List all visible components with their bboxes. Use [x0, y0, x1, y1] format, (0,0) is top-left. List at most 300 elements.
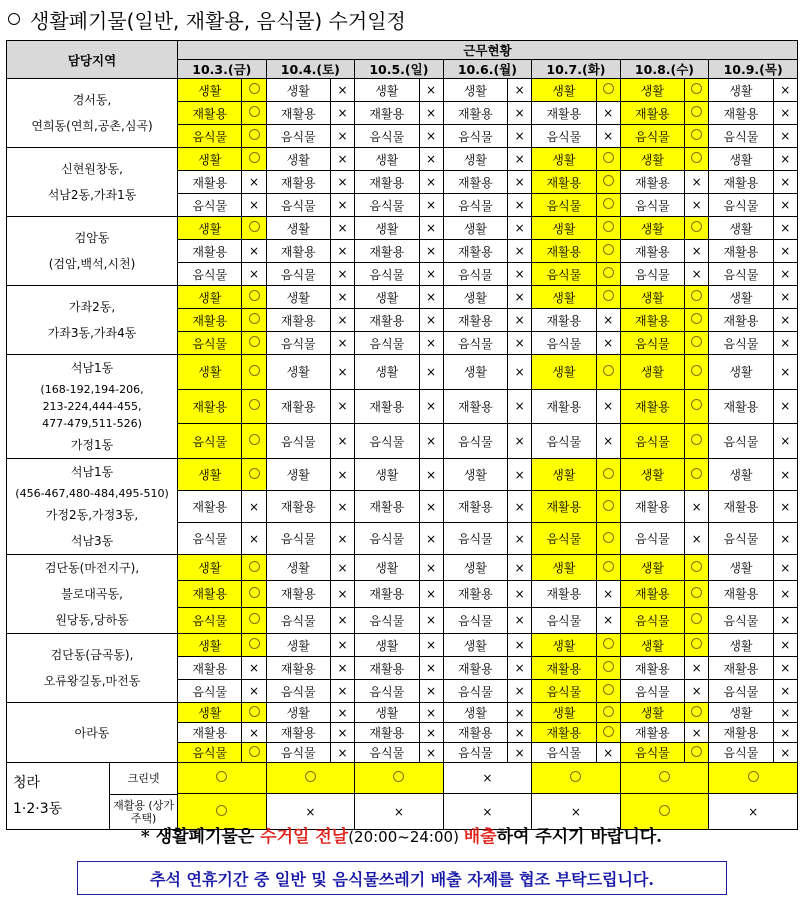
- collect-no-mark: ×: [242, 657, 266, 680]
- collect-yes-mark: [596, 286, 620, 309]
- waste-type-cell: 생활: [532, 555, 596, 581]
- collect-yes-mark: [685, 148, 709, 171]
- date-header: 10.9.(목): [709, 60, 798, 79]
- collect-no-mark: ×: [419, 634, 443, 657]
- collect-yes-mark: [685, 389, 709, 424]
- circle-mark-icon: [249, 290, 260, 301]
- collect-no-mark: ×: [330, 171, 354, 194]
- waste-type-cell: 음식물: [443, 680, 507, 703]
- collect-yes-mark: [242, 217, 266, 240]
- circle-mark-icon: [748, 771, 759, 782]
- waste-type-cell: 생활: [178, 634, 242, 657]
- waste-type-cell: 생활: [443, 555, 507, 581]
- circle-mark-icon: [603, 638, 614, 649]
- collect-no-mark: ×: [419, 102, 443, 125]
- waste-type-cell: 재활용: [355, 171, 419, 194]
- circle-mark-icon: [305, 771, 316, 782]
- collect-yes-mark: [685, 79, 709, 102]
- waste-type-cell: 음식물: [178, 125, 242, 148]
- circle-mark-icon: [603, 152, 614, 163]
- collect-no-mark: ×: [508, 424, 532, 459]
- waste-type-cell: 생활: [266, 148, 330, 171]
- circle-mark-icon: [659, 771, 670, 782]
- waste-type-cell: 생활: [709, 79, 773, 102]
- region-line: 청라: [13, 775, 41, 791]
- collect-no-mark: ×: [508, 217, 532, 240]
- collect-no-mark: ×: [685, 491, 709, 523]
- circle-mark-icon: [691, 152, 702, 163]
- waste-type-cell: 생활: [355, 355, 419, 390]
- waste-type-cell: 생활: [709, 355, 773, 390]
- collect-no-mark: ×: [596, 102, 620, 125]
- circle-mark-icon: [249, 313, 260, 324]
- region-line: 연희동(연희,공촌,심곡): [31, 119, 153, 133]
- collect-yes-mark: [242, 555, 266, 581]
- circle-mark-icon: [216, 805, 227, 816]
- collect-yes-mark: [685, 286, 709, 309]
- collect-yes-mark: [242, 102, 266, 125]
- circle-mark-icon: [603, 500, 614, 511]
- circle-mark-icon: [249, 152, 260, 163]
- circle-mark-icon: [249, 365, 260, 376]
- table-row: [7, 217, 798, 240]
- collect-yes-mark: [685, 581, 709, 607]
- collect-no-mark: ×: [508, 171, 532, 194]
- waste-type-cell: 생활: [178, 355, 242, 390]
- collect-no-mark: ×: [773, 79, 797, 102]
- region-header: 담당지역: [7, 41, 178, 79]
- waste-type-cell: 생활: [266, 286, 330, 309]
- collect-no-mark: ×: [419, 491, 443, 523]
- collect-yes-mark: [685, 555, 709, 581]
- collect-no-mark: ×: [508, 389, 532, 424]
- waste-type-cell: 생활: [355, 286, 419, 309]
- waste-type-cell: 음식물: [620, 332, 684, 355]
- waste-type-cell: 재활용: [178, 240, 242, 263]
- collect-yes-mark: [532, 763, 621, 794]
- collect-no-mark: ×: [773, 102, 797, 125]
- collect-no-mark: ×: [330, 217, 354, 240]
- waste-type-cell: 생활: [709, 217, 773, 240]
- waste-type-cell: 재활용: [178, 309, 242, 332]
- holiday-notice-box: [77, 861, 727, 895]
- waste-type-cell: 음식물: [709, 125, 773, 148]
- circle-mark-icon: [603, 365, 614, 376]
- region-line: (456-467,480-484,495-510): [15, 487, 169, 500]
- waste-type-cell: 음식물: [709, 743, 773, 763]
- waste-type-cell: 음식물: [355, 332, 419, 355]
- collect-no-mark: ×: [773, 171, 797, 194]
- waste-type-cell: 생활: [620, 79, 684, 102]
- waste-type-cell: 재활용: [266, 491, 330, 523]
- collect-yes-mark: [596, 263, 620, 286]
- waste-type-cell: 재활용: [266, 309, 330, 332]
- collect-yes-mark: [242, 79, 266, 102]
- collect-no-mark: ×: [508, 634, 532, 657]
- waste-type-cell: 재활용: [443, 581, 507, 607]
- page-title-text: 생활폐기물(일반, 재활용, 음식물) 수거일정: [30, 8, 406, 33]
- circle-mark-icon: [603, 468, 614, 479]
- collect-no-mark: ×: [330, 523, 354, 555]
- collect-no-mark: ×: [773, 634, 797, 657]
- waste-type-cell: 재활용: [709, 240, 773, 263]
- collect-yes-mark: [596, 491, 620, 523]
- waste-type-cell: 생활: [178, 217, 242, 240]
- waste-type-cell: 생활: [355, 79, 419, 102]
- collect-no-mark: ×: [419, 607, 443, 633]
- waste-type-cell: 생활: [532, 355, 596, 390]
- waste-type-cell: 음식물: [355, 680, 419, 703]
- collect-no-mark: ×: [773, 194, 797, 217]
- collect-no-mark: ×: [508, 680, 532, 703]
- waste-type-cell: 생활: [532, 703, 596, 723]
- collect-yes-mark: [685, 102, 709, 125]
- waste-type-cell: 생활: [443, 217, 507, 240]
- circle-mark-icon: [570, 771, 581, 782]
- waste-type-cell: 재활용: [709, 102, 773, 125]
- waste-type-cell: 음식물: [532, 424, 596, 459]
- collect-yes-mark: [596, 680, 620, 703]
- collect-no-mark: ×: [419, 309, 443, 332]
- collect-no-mark: ×: [419, 581, 443, 607]
- collect-yes-mark: [242, 743, 266, 763]
- collect-no-mark: ×: [242, 171, 266, 194]
- collect-yes-mark: [596, 523, 620, 555]
- waste-type-cell: 재활용: [443, 389, 507, 424]
- waste-type-cell: 생활: [266, 459, 330, 491]
- collect-no-mark: ×: [773, 355, 797, 390]
- region-line: 검암동: [74, 231, 110, 245]
- waste-type-cell: 재활용: [709, 171, 773, 194]
- waste-type-cell: 생활: [355, 555, 419, 581]
- collect-no-mark: ×: [508, 555, 532, 581]
- collect-yes-mark: [685, 217, 709, 240]
- collect-yes-mark: [685, 309, 709, 332]
- waste-type-cell: 재활용: [443, 171, 507, 194]
- waste-type-cell: 생활: [620, 703, 684, 723]
- cheongna-sub-label: 재활용 (상가주택): [113, 798, 174, 825]
- waste-type-cell: 음식물: [532, 332, 596, 355]
- collect-no-mark: ×: [685, 680, 709, 703]
- collect-yes-mark: [266, 763, 355, 794]
- region-line: 213-224,444-455,: [42, 400, 142, 413]
- collect-no-mark: ×: [773, 389, 797, 424]
- collect-no-mark: ×: [330, 723, 354, 743]
- collect-yes-mark: [596, 171, 620, 194]
- waste-type-cell: 재활용: [620, 309, 684, 332]
- waste-type-cell: 음식물: [178, 194, 242, 217]
- waste-type-cell: 음식물: [178, 743, 242, 763]
- notice-red-1: 수거일 전날: [260, 827, 349, 847]
- collect-no-mark: ×: [242, 523, 266, 555]
- collect-yes-mark: [685, 703, 709, 723]
- date-header: 10.6.(월): [443, 60, 532, 79]
- collect-no-mark: ×: [508, 607, 532, 633]
- collect-no-mark: ×: [596, 743, 620, 763]
- collect-no-mark: ×: [330, 148, 354, 171]
- waste-type-cell: 재활용: [266, 723, 330, 743]
- collect-yes-mark: [242, 634, 266, 657]
- collect-no-mark: ×: [419, 217, 443, 240]
- waste-type-cell: 음식물: [355, 424, 419, 459]
- circle-mark-icon: [691, 638, 702, 649]
- waste-type-cell: 재활용: [620, 491, 684, 523]
- collect-no-mark: ×: [330, 102, 354, 125]
- region-line: 불로대곡동,: [61, 587, 123, 601]
- waste-type-cell: 재활용: [355, 491, 419, 523]
- waste-type-cell: 재활용: [178, 581, 242, 607]
- collect-yes-mark: [242, 703, 266, 723]
- waste-type-cell: 생활: [266, 79, 330, 102]
- notice-text: [0, 822, 803, 847]
- collect-no-mark: ×: [330, 607, 354, 633]
- waste-type-cell: 재활용: [532, 723, 596, 743]
- circle-mark-icon: [603, 221, 614, 232]
- collect-yes-mark: [620, 763, 709, 794]
- waste-type-cell: 생활: [266, 703, 330, 723]
- waste-type-cell: 재활용: [266, 171, 330, 194]
- notice-prefix: * 생활폐기물은: [140, 827, 261, 847]
- collect-no-mark: ×: [508, 743, 532, 763]
- waste-type-cell: 재활용: [355, 389, 419, 424]
- collect-yes-mark: [242, 581, 266, 607]
- waste-type-cell: 재활용: [443, 309, 507, 332]
- collect-no-mark: ×: [508, 240, 532, 263]
- collect-no-mark: ×: [508, 309, 532, 332]
- waste-type-cell: 재활용: [532, 657, 596, 680]
- waste-type-cell: 음식물: [443, 607, 507, 633]
- waste-type-cell: 생활: [620, 217, 684, 240]
- circle-mark-icon: [691, 365, 702, 376]
- waste-type-cell: 음식물: [709, 680, 773, 703]
- waste-type-cell: 음식물: [266, 332, 330, 355]
- collect-no-mark: ×: [508, 79, 532, 102]
- circle-mark-icon: [249, 746, 260, 757]
- circle-mark-icon: [691, 399, 702, 410]
- collect-no-mark: ×: [773, 703, 797, 723]
- collect-yes-mark: [596, 355, 620, 390]
- collect-yes-mark: [685, 125, 709, 148]
- collect-yes-mark: [355, 763, 444, 794]
- collect-yes-mark: [685, 459, 709, 491]
- collect-no-mark: ×: [419, 555, 443, 581]
- waste-type-cell: 재활용: [266, 102, 330, 125]
- table-row: [7, 286, 798, 309]
- circle-mark-icon: [249, 129, 260, 140]
- waste-type-cell: 생활: [355, 703, 419, 723]
- circle-mark-icon: [249, 83, 260, 94]
- waste-type-cell: 음식물: [266, 607, 330, 633]
- table-row: [7, 703, 798, 723]
- waste-type-cell: 재활용: [532, 581, 596, 607]
- collect-yes-mark: [596, 79, 620, 102]
- region-line: 경서동,: [72, 93, 112, 107]
- waste-type-cell: 음식물: [532, 743, 596, 763]
- region-name: [7, 459, 178, 555]
- collect-no-mark: ×: [242, 723, 266, 743]
- circle-mark-icon: [603, 561, 614, 572]
- region-name: [7, 217, 178, 286]
- waste-type-cell: 음식물: [266, 125, 330, 148]
- waste-type-cell: 생활: [266, 217, 330, 240]
- waste-type-cell: 생활: [443, 286, 507, 309]
- waste-type-cell: 음식물: [178, 607, 242, 633]
- waste-type-cell: 재활용: [709, 389, 773, 424]
- waste-type-cell: 재활용: [178, 171, 242, 194]
- waste-type-cell: 재활용: [443, 102, 507, 125]
- waste-type-cell: 재활용: [443, 657, 507, 680]
- collect-no-mark: ×: [419, 657, 443, 680]
- circle-mark-icon: [603, 532, 614, 543]
- waste-type-cell: 음식물: [532, 607, 596, 633]
- region-line: 오류왕길동,마전동: [43, 674, 141, 688]
- region-name: [7, 355, 178, 459]
- table-row: [7, 634, 798, 657]
- waste-type-cell: 재활용: [532, 389, 596, 424]
- region-line: (검암,백석,시천): [48, 257, 136, 271]
- collect-no-mark: ×: [330, 634, 354, 657]
- circle-mark-icon: [603, 244, 614, 255]
- collect-yes-mark: [242, 125, 266, 148]
- collect-no-mark: ×: [596, 309, 620, 332]
- collect-no-mark: ×: [508, 194, 532, 217]
- waste-type-cell: 음식물: [266, 263, 330, 286]
- collect-yes-mark: [685, 355, 709, 390]
- waste-type-cell: 음식물: [443, 743, 507, 763]
- circle-mark-icon: [249, 399, 260, 410]
- waste-type-cell: 음식물: [443, 263, 507, 286]
- collect-no-mark: ×: [508, 148, 532, 171]
- collect-no-mark: ×: [443, 763, 532, 794]
- circle-mark-icon: [691, 613, 702, 624]
- region-name: [7, 555, 178, 634]
- table-row: [7, 79, 798, 102]
- collect-no-mark: ×: [242, 263, 266, 286]
- collect-no-mark: ×: [419, 194, 443, 217]
- circle-mark-icon: [603, 267, 614, 278]
- notice-time: (20:00~24:00): [348, 828, 464, 846]
- waste-type-cell: 음식물: [178, 424, 242, 459]
- notice-red-2: 배출: [463, 827, 497, 847]
- collect-no-mark: ×: [330, 194, 354, 217]
- waste-type-cell: 음식물: [355, 194, 419, 217]
- collect-yes-mark: [596, 723, 620, 743]
- collect-no-mark: ×: [443, 794, 532, 830]
- collect-no-mark: ×: [596, 332, 620, 355]
- collect-yes-mark: [242, 355, 266, 390]
- collect-no-mark: ×: [330, 581, 354, 607]
- waste-type-cell: 음식물: [620, 680, 684, 703]
- waste-type-cell: 생활: [620, 555, 684, 581]
- region-line: 1·2·3동: [13, 801, 63, 817]
- collect-no-mark: ×: [508, 657, 532, 680]
- collect-no-mark: ×: [419, 240, 443, 263]
- waste-type-cell: 음식물: [355, 743, 419, 763]
- waste-type-cell: 재활용: [709, 309, 773, 332]
- collect-no-mark: ×: [419, 79, 443, 102]
- waste-type-cell: 재활용: [178, 102, 242, 125]
- date-header: 10.8.(수): [620, 60, 709, 79]
- region-line: 가정2동,가정3동,: [45, 508, 139, 522]
- collect-no-mark: ×: [419, 332, 443, 355]
- circle-mark-icon: [691, 83, 702, 94]
- waste-type-cell: 생활: [443, 148, 507, 171]
- collect-no-mark: ×: [508, 286, 532, 309]
- circle-mark-icon: [691, 336, 702, 347]
- circle-mark-icon: [249, 638, 260, 649]
- waste-type-cell: 음식물: [443, 194, 507, 217]
- waste-type-cell: 음식물: [355, 263, 419, 286]
- waste-type-cell: 음식물: [355, 607, 419, 633]
- waste-type-cell: 음식물: [266, 194, 330, 217]
- waste-type-cell: 생활: [443, 459, 507, 491]
- waste-type-cell: 재활용: [620, 389, 684, 424]
- collect-no-mark: ×: [419, 459, 443, 491]
- collect-no-mark: ×: [419, 355, 443, 390]
- waste-type-cell: 음식물: [620, 523, 684, 555]
- circle-mark-icon: [603, 706, 614, 717]
- waste-type-cell: 생활: [355, 148, 419, 171]
- collect-no-mark: ×: [508, 102, 532, 125]
- collect-no-mark: ×: [330, 555, 354, 581]
- holiday-notice-text: 추석 연휴기간 중 일반 및 음식물쓰레기 배출 자제를 협조 부탁드립니다.: [150, 869, 654, 889]
- circle-mark-icon: [249, 706, 260, 717]
- waste-type-cell: 음식물: [620, 743, 684, 763]
- waste-type-cell: 생활: [709, 459, 773, 491]
- region-line: 석남1동: [70, 361, 114, 375]
- collect-no-mark: ×: [596, 125, 620, 148]
- waste-type-cell: 재활용: [620, 102, 684, 125]
- collect-no-mark: ×: [508, 523, 532, 555]
- date-header: 10.3.(금): [178, 60, 267, 79]
- collect-no-mark: ×: [709, 794, 798, 830]
- waste-type-cell: 재활용: [709, 491, 773, 523]
- collect-yes-mark: [242, 389, 266, 424]
- waste-type-cell: 음식물: [443, 332, 507, 355]
- collect-no-mark: ×: [596, 424, 620, 459]
- waste-type-cell: 생활: [266, 355, 330, 390]
- collect-no-mark: ×: [330, 389, 354, 424]
- waste-type-cell: 음식물: [532, 523, 596, 555]
- waste-type-cell: 재활용: [266, 389, 330, 424]
- waste-type-cell: 음식물: [443, 125, 507, 148]
- collect-yes-mark: [685, 634, 709, 657]
- waste-type-cell: 음식물: [620, 194, 684, 217]
- region-name: [7, 79, 178, 148]
- collect-no-mark: ×: [773, 263, 797, 286]
- waste-type-cell: 재활용: [532, 102, 596, 125]
- collect-no-mark: ×: [330, 491, 354, 523]
- circle-mark-icon: [603, 198, 614, 209]
- table-row: [7, 555, 798, 581]
- collect-no-mark: ×: [330, 286, 354, 309]
- collect-no-mark: ×: [508, 263, 532, 286]
- collect-no-mark: ×: [773, 332, 797, 355]
- region-name: [7, 703, 178, 763]
- collect-no-mark: ×: [773, 680, 797, 703]
- waste-type-cell: 재활용: [266, 657, 330, 680]
- page-title: [8, 4, 406, 34]
- waste-type-cell: 음식물: [178, 263, 242, 286]
- waste-type-cell: 재활용: [355, 723, 419, 743]
- collect-no-mark: ×: [773, 424, 797, 459]
- waste-type-cell: 생활: [709, 286, 773, 309]
- collect-no-mark: ×: [330, 743, 354, 763]
- waste-type-cell: 음식물: [355, 523, 419, 555]
- collect-no-mark: ×: [773, 148, 797, 171]
- collect-no-mark: ×: [242, 194, 266, 217]
- region-name: [7, 286, 178, 355]
